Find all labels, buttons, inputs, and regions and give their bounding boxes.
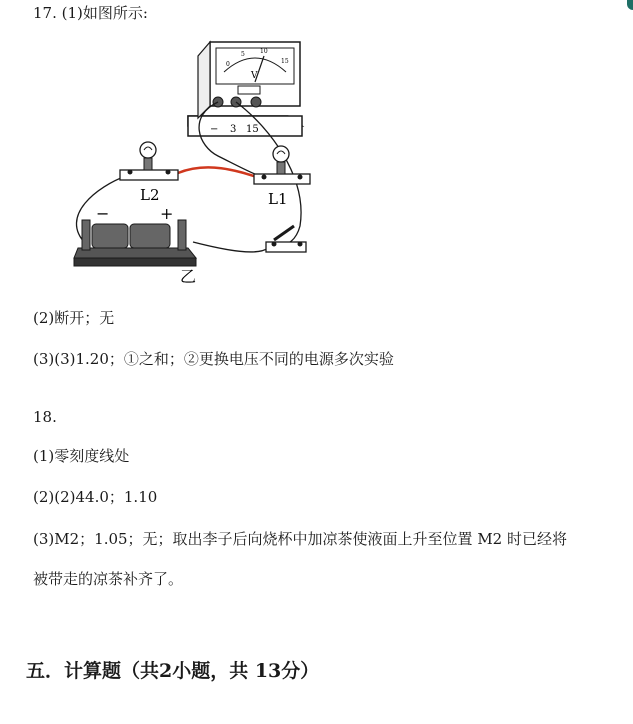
answer-18-2: (2)(2)44.0；1.10 — [33, 488, 158, 506]
meter-scale-5: 5 — [241, 51, 245, 58]
corner-marker — [627, 0, 633, 10]
question-17-title: 17. (1)如图所示: — [33, 4, 148, 22]
answer-18-3: (3)M2；1.05；无；取出李子后向烧杯中加凉茶使液面上升至位置 M2 时已经将 — [33, 530, 567, 548]
terminal-label-3: 3 — [230, 124, 237, 135]
voltmeter — [188, 42, 302, 136]
answer-18-3-continued: 被带走的凉茶补齐了。 — [33, 570, 184, 588]
terminal-label-15: 15 — [246, 124, 259, 135]
battery-plus: + — [160, 204, 174, 223]
lamp-l1 — [254, 146, 310, 184]
circuit-diagram — [38, 26, 348, 288]
switch — [266, 226, 306, 252]
meter-scale-10: 10 — [260, 48, 268, 55]
meter-unit: V — [251, 71, 258, 81]
answer-17-2: (2)断开；无 — [33, 309, 115, 327]
terminal-15 — [251, 97, 261, 107]
lamp-l2 — [120, 142, 178, 180]
lamp-l2-label: L2 — [140, 186, 160, 204]
red-wire — [178, 167, 260, 178]
battery-minus: − — [96, 204, 110, 223]
meter-scale-15: 15 — [281, 58, 289, 65]
answer-18-1: (1)零刻度线处 — [33, 447, 130, 465]
lamp-l1-label: L1 — [268, 190, 288, 208]
terminal-label-neg: − — [210, 124, 219, 135]
battery-holder — [74, 220, 196, 266]
meter-scale-0: 0 — [226, 61, 230, 68]
section-heading: 五．计算题（共2小题，共 13分） — [26, 660, 320, 682]
figure-caption: 乙 — [180, 267, 197, 286]
answer-17-3: (3)(3)1.20；①之和；②更换电压不同的电源多次实验 — [33, 350, 394, 368]
question-18-title: 18. — [33, 408, 57, 426]
